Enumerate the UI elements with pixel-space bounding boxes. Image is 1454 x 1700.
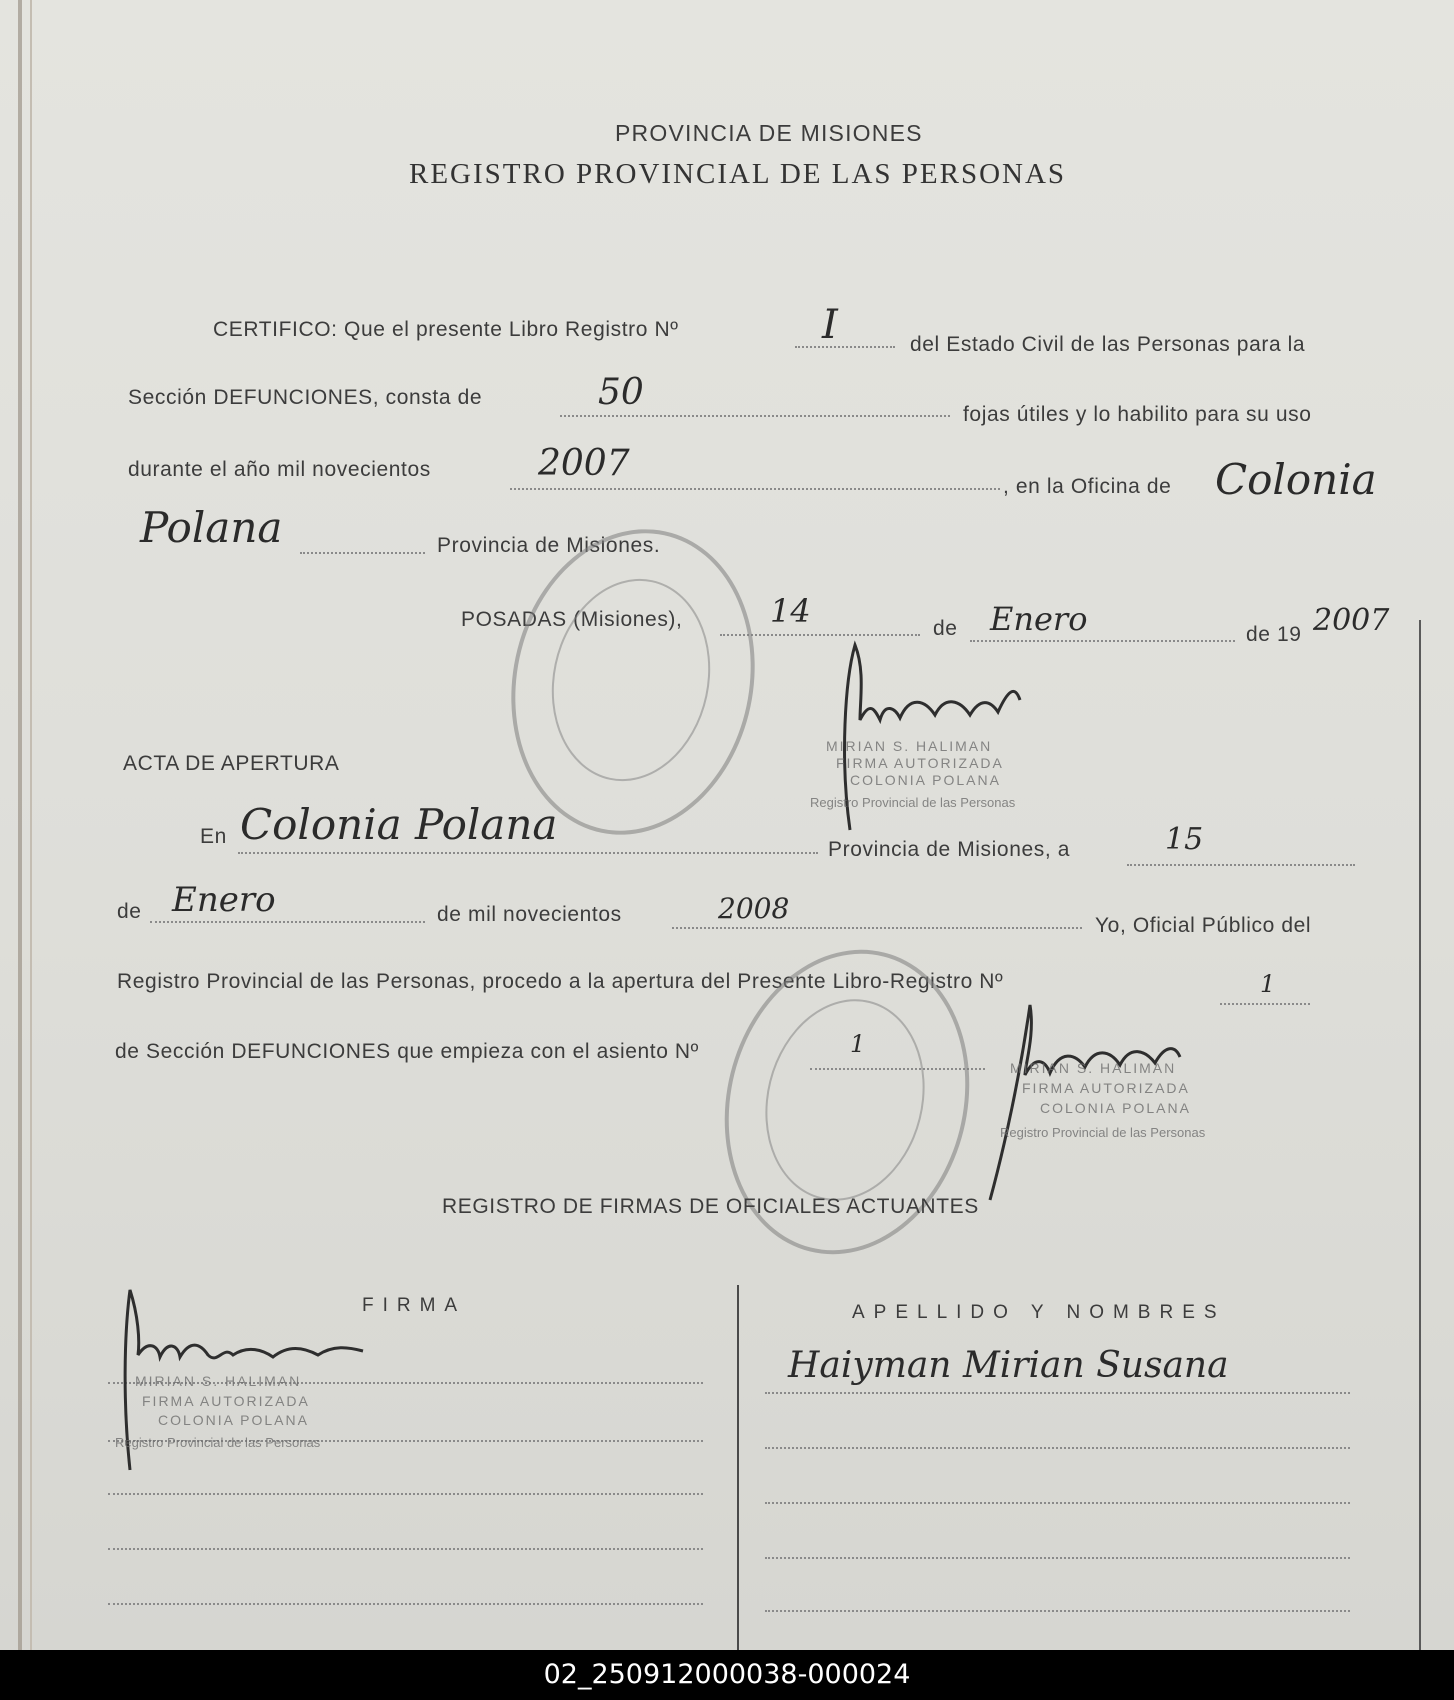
nombres-line-4 [765, 1557, 1350, 1559]
seal-name-2: MIRIAN S. HALIMAN [1010, 1060, 1177, 1076]
right-border-rule [1419, 620, 1421, 1650]
asiento-number-value: 1 [850, 1030, 866, 1058]
firma-line-5 [108, 1603, 703, 1605]
opening-month-field [150, 921, 425, 923]
seal-role-1: FIRMA AUTORIZADA [836, 755, 1004, 771]
seal-role-2: FIRMA AUTORIZADA [1022, 1080, 1190, 1096]
cert-line2-text-b: fojas útiles y lo habilito para su uso [963, 403, 1312, 426]
firma-line-3 [108, 1493, 703, 1495]
opening-seccion-text: de Sección DEFUNCIONES que empieza con el asiento Nº [115, 1040, 699, 1063]
seal-registry-3: Registro Provincial de las Personas [115, 1435, 321, 1450]
opening-day-field [1127, 864, 1355, 866]
opening-place-value: Colonia Polana [240, 800, 558, 849]
official-name-1: Haiyman Mirian Susana [788, 1345, 1229, 1386]
file-id-footer: 02_250912000038-000024 [0, 1650, 1454, 1700]
nombres-line-2 [765, 1447, 1350, 1449]
nombres-column-header: APELLIDO Y NOMBRES [852, 1302, 1226, 1323]
office-value-part2: Polana [140, 503, 283, 552]
opening-title: ACTA DE APERTURA [123, 752, 340, 775]
firma-column-header: FIRMA [362, 1295, 467, 1316]
page-edge-inner [30, 0, 32, 1650]
nombres-line-3 [765, 1502, 1350, 1504]
cert-line1-text-a: CERTIFICO: Que el presente Libro Registro Nº [213, 318, 679, 341]
opening-province-text: Provincia de Misiones, a [828, 838, 1071, 861]
cert-line3-text-b: , en la Oficina de [1003, 475, 1172, 498]
book-number-field [795, 346, 895, 348]
seal-office-2: COLONIA POLANA [1040, 1100, 1191, 1116]
nombres-line-5 [765, 1610, 1350, 1612]
libro-number-value: 1 [1260, 970, 1276, 998]
page-edge [18, 0, 22, 1650]
opening-day-value: 15 [1165, 822, 1204, 857]
seal-registry-2: Registro Provincial de las Personas [1000, 1125, 1206, 1140]
libro-number-field [1220, 1003, 1310, 1005]
nombres-line-1 [765, 1392, 1350, 1394]
year-field [510, 488, 1000, 490]
cert-line2-text-a: Sección DEFUNCIONES, consta de [128, 386, 483, 409]
opening-year-value: 2008 [718, 892, 790, 925]
opening-yo-text: Yo, Oficial Público del [1095, 914, 1312, 937]
seal-office-3: COLONIA POLANA [158, 1412, 309, 1428]
firma-line-4 [108, 1548, 703, 1550]
registry-heading: REGISTRO PROVINCIAL DE LAS PERSONAS [409, 158, 1067, 190]
book-number-value: I [822, 302, 838, 348]
seal-office-1: COLONIA POLANA [850, 772, 1001, 788]
cert-line4-text: Provincia de Misiones. [437, 534, 661, 557]
folios-field [560, 415, 950, 417]
month-value: Enero [990, 600, 1088, 638]
columns-divider [737, 1285, 739, 1650]
seal-role-3: FIRMA AUTORIZADA [142, 1393, 310, 1409]
seal-name-3: MIRIAN S. HALIMAN [135, 1373, 302, 1389]
opening-month-value: Enero [172, 880, 276, 920]
seal-registry-1: Registro Provincial de las Personas [810, 795, 1016, 810]
opening-place-field [238, 852, 818, 854]
opening-registro-text: Registro Provincial de las Personas, procedo a la apertura del Presente Libro-Registro Nº [117, 970, 1004, 993]
de-text-1: de [933, 617, 958, 640]
opening-en-text: En [200, 825, 227, 848]
opening-de-text: de [117, 900, 142, 923]
signatures-title: REGISTRO DE FIRMAS DE OFICIALES ACTUANTES [442, 1195, 979, 1218]
year-value: 2007 [538, 443, 630, 484]
province-heading: PROVINCIA DE MISIONES [615, 120, 923, 146]
office-value-part1: Colonia [1215, 455, 1377, 504]
seal-name-1: MIRIAN S. HALIMAN [826, 738, 993, 754]
day-value: 14 [770, 592, 811, 630]
office-field [300, 552, 425, 554]
opening-demil-text: de mil novecientos [437, 903, 622, 926]
cert-line3-text-a: durante el año mil novecientos [128, 458, 431, 481]
cert-line1-text-b: del Estado Civil de las Personas para la [910, 333, 1306, 356]
opening-year-field [672, 927, 1082, 929]
folios-value: 50 [598, 372, 644, 413]
de19-text: de 19 [1246, 623, 1302, 646]
place-date-text: POSADAS (Misiones), [461, 608, 683, 631]
year-end-value: 2007 [1313, 603, 1390, 638]
